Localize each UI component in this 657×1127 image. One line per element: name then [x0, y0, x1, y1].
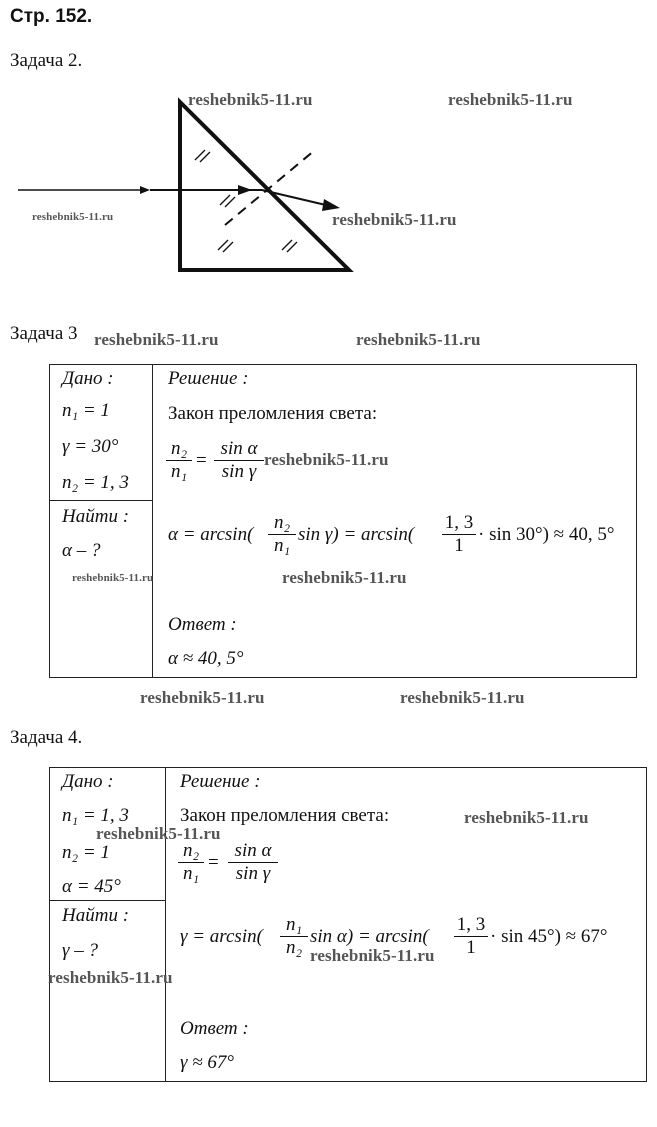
prism-triangle: [180, 102, 349, 270]
task3-find: α – ?: [62, 540, 101, 561]
task4-frac2: $\frac{1, 3}{1}$: [454, 914, 488, 959]
task4-frac1: $\frac{\text{n₁}}{\text{n₂}}$: [280, 914, 308, 959]
task3-given-2: γ = 30°: [62, 436, 119, 457]
task4-formula-end: · sin 45°) ≈ 67°: [490, 926, 608, 947]
task4-given-2: n₂ = 1: [62, 842, 110, 863]
task4-answer-label: Ответ :: [180, 1018, 249, 1039]
task3-solution-label: Решение :: [168, 368, 249, 389]
task3-given-1: n₁ = 1: [62, 400, 110, 421]
watermark: reshebnik5-11.ru: [310, 946, 435, 965]
task3-given-divider: [49, 500, 153, 501]
task4-formula-lhs: γ = arcsin(: [180, 926, 263, 947]
incident-arrow: [140, 186, 150, 194]
watermark: reshebnik5-11.ru: [264, 450, 389, 469]
task3-formula-end: · sin 30°) ≈ 40, 5°: [478, 524, 615, 545]
watermark: reshebnik5-11.ru: [140, 688, 265, 707]
prism-diagram: [0, 90, 657, 290]
task4-given-divider: [49, 900, 166, 901]
watermark: reshebnik5-11.ru: [72, 572, 154, 584]
watermark: reshebnik5-11.ru: [282, 568, 407, 587]
watermark: reshebnik5-11.ru: [48, 968, 173, 987]
task3-divider: [152, 364, 153, 677]
watermark: reshebnik5-11.ru: [400, 688, 525, 707]
task4-ratio-right: $\frac{\text{sin α}}{\text{sin γ}}$: [228, 840, 278, 885]
watermark: reshebnik5-11.ru: [332, 210, 457, 229]
task3-find-label: Найти :: [62, 506, 130, 527]
task4-divider: [165, 767, 166, 1081]
watermark: reshebnik5-11.ru: [448, 90, 573, 109]
task4-given-label: Дано :: [62, 771, 114, 792]
task4-eq: =: [208, 852, 219, 873]
task3-answer-label: Ответ :: [168, 614, 237, 635]
task4-formula-mid: sin α) = arcsin(: [310, 926, 429, 947]
task4-find-label: Найти :: [62, 905, 130, 926]
task3-ratio-right: $\frac{\text{sin α}}{\text{sin γ}}$: [214, 438, 264, 483]
task3-ratio-left: $\frac{\text{n₂}}{\text{n₁}}$: [166, 438, 192, 483]
task4-answer: γ ≈ 67°: [180, 1052, 235, 1073]
task3-answer: α ≈ 40, 5°: [168, 648, 244, 669]
task4-solution-label: Решение :: [180, 771, 261, 792]
page-header: Стр. 152.: [10, 6, 93, 27]
task4-find: γ – ?: [62, 940, 98, 961]
task3-given-3: n₂ = 1, 3: [62, 472, 129, 493]
task3-eq: =: [196, 450, 207, 471]
task3-formula-lhs: α = arcsin(: [168, 524, 254, 545]
task3-title: Задача 3: [10, 323, 78, 344]
task4-title: Задача 4.: [10, 727, 83, 748]
task3-law: Закон преломления света:: [168, 403, 378, 424]
task4-ratio-left: $\frac{\text{n₂}}{\text{n₁}}$: [178, 840, 204, 885]
watermark: reshebnik5-11.ru: [94, 330, 219, 349]
watermark: reshebnik5-11.ru: [96, 824, 221, 843]
task4-given-3: α = 45°: [62, 876, 121, 897]
task2-title: Задача 2.: [10, 50, 83, 71]
task3-frac1: $\frac{\text{n₂}}{\text{n₁}}$: [268, 512, 296, 557]
task3-frac2: $\frac{1, 3}{1}$: [442, 512, 476, 557]
task3-given-label: Дано :: [62, 368, 114, 389]
watermark: reshebnik5-11.ru: [464, 808, 589, 827]
watermark: reshebnik5-11.ru: [188, 90, 313, 109]
task4-law: Закон преломления света:: [180, 805, 390, 826]
watermark: reshebnik5-11.ru: [32, 211, 114, 223]
task3-formula-mid: sin γ) = arcsin(: [298, 524, 415, 545]
watermark: reshebnik5-11.ru: [356, 330, 481, 349]
refracted-ray: [262, 190, 330, 206]
prism-arrow: [238, 185, 252, 195]
task4-given-1: n₁ = 1, 3: [62, 805, 129, 826]
